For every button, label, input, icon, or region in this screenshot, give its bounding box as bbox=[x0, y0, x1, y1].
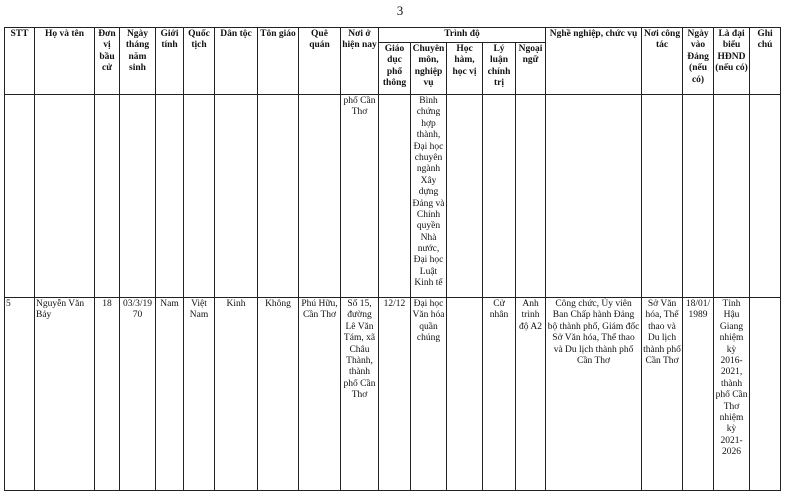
cell-name bbox=[35, 95, 95, 298]
cell-party-date: 18/01/1989 bbox=[683, 298, 714, 491]
header-workplace: Nơi công tác bbox=[642, 28, 683, 95]
cell-professional: Đại học Văn hóa quần chúng bbox=[411, 298, 447, 491]
cell-residence: Số 15, đường Lê Văn Tám, xã Châu Thành, thành phố Cần Thơ bbox=[341, 298, 379, 491]
header-language: Ngoại ngữ bbox=[516, 43, 546, 95]
table-row bbox=[5, 298, 781, 491]
cell-stt bbox=[5, 95, 35, 298]
cell-political: Cử nhân bbox=[483, 298, 516, 491]
cell-religion: Không bbox=[258, 298, 299, 491]
header-nationality: Quốc tịch bbox=[184, 28, 215, 95]
cell-nationality bbox=[184, 95, 215, 298]
cell-academic bbox=[447, 298, 483, 491]
cell-stt: 5 bbox=[5, 298, 35, 491]
cell-note bbox=[750, 95, 781, 298]
cell-general-edu bbox=[379, 95, 411, 298]
header-residence: Nơi ở hiện nay bbox=[341, 28, 379, 95]
cell-dob: 03/3/1970 bbox=[120, 298, 156, 491]
header-unit: Đơn vị bầu cử bbox=[95, 28, 120, 95]
header-professional: Chuyên môn, nghiệp vụ bbox=[411, 43, 447, 95]
header-dob: Ngày tháng năm sinh bbox=[120, 28, 156, 95]
header-note: Ghi chú bbox=[750, 28, 781, 95]
cell-occupation: Công chức, Ủy viên Ban Chấp hành Đảng bộ thành phố, Giám đốc Sở Văn hóa, Thể thao và Du lịch thành phố Cần Thơ bbox=[546, 298, 642, 491]
cell-political bbox=[483, 95, 516, 298]
header-name: Họ và tên bbox=[35, 28, 95, 95]
header-party-date: Ngày vào Đảng (nếu có) bbox=[683, 28, 714, 95]
cell-gender bbox=[156, 95, 184, 298]
cell-workplace bbox=[642, 95, 683, 298]
header-religion: Tôn giáo bbox=[258, 28, 299, 95]
cell-dob bbox=[120, 95, 156, 298]
header-occupation: Nghề nghiệp, chức vụ bbox=[546, 28, 642, 95]
cell-note bbox=[750, 298, 781, 491]
cell-delegate bbox=[714, 95, 750, 298]
cell-language: Anh trình độ A2 bbox=[516, 298, 546, 491]
cell-general-edu: 12/12 bbox=[379, 298, 411, 491]
header-ethnicity: Dân tộc bbox=[215, 28, 258, 95]
cell-unit bbox=[95, 95, 120, 298]
cell-hometown bbox=[299, 95, 341, 298]
candidate-table bbox=[4, 27, 781, 491]
header-stt: STT bbox=[5, 28, 35, 95]
cell-gender: Nam bbox=[156, 298, 184, 491]
cell-religion bbox=[258, 95, 299, 298]
cell-party-date bbox=[683, 95, 714, 298]
header-hometown: Quê quán bbox=[299, 28, 341, 95]
cell-academic bbox=[447, 95, 483, 298]
cell-professional: Bình chứng hợp thành, Đại học chuyên ngành Xây dựng Đảng và Chính quyền Nhà nước, Đại học Luật Kinh tế bbox=[411, 95, 447, 298]
cell-delegate: Tỉnh Hậu Giang nhiệm kỳ 2016-2021, thành phố Cần Thơ nhiệm kỳ 2021-2026 bbox=[714, 298, 750, 491]
header-political: Lý luận chính trị bbox=[483, 43, 516, 95]
header-academic: Học hàm, học vị bbox=[447, 43, 483, 95]
header-gender: Giới tính bbox=[156, 28, 184, 95]
cell-residence: phố Cần Thơ bbox=[341, 95, 379, 298]
table-row bbox=[5, 95, 781, 298]
cell-hometown: Phú Hữu, Cần Thơ bbox=[299, 298, 341, 491]
cell-unit: 18 bbox=[95, 298, 120, 491]
cell-name: Nguyễn Văn Bảy bbox=[35, 298, 95, 491]
header-education-group: Trình độ bbox=[379, 28, 546, 43]
header-general-edu: Giáo dục phổ thông bbox=[379, 43, 411, 95]
cell-ethnicity: Kinh bbox=[215, 298, 258, 491]
cell-nationality: Việt Nam bbox=[184, 298, 215, 491]
header-delegate: Là đại biểu HĐND (nếu có) bbox=[714, 28, 750, 95]
cell-language bbox=[516, 95, 546, 298]
cell-workplace: Sở Văn hóa, Thể thao và Du lịch thành phố Cần Thơ bbox=[642, 298, 683, 491]
cell-occupation bbox=[546, 95, 642, 298]
page-number: 3 bbox=[396, 3, 404, 18]
cell-ethnicity bbox=[215, 95, 258, 298]
